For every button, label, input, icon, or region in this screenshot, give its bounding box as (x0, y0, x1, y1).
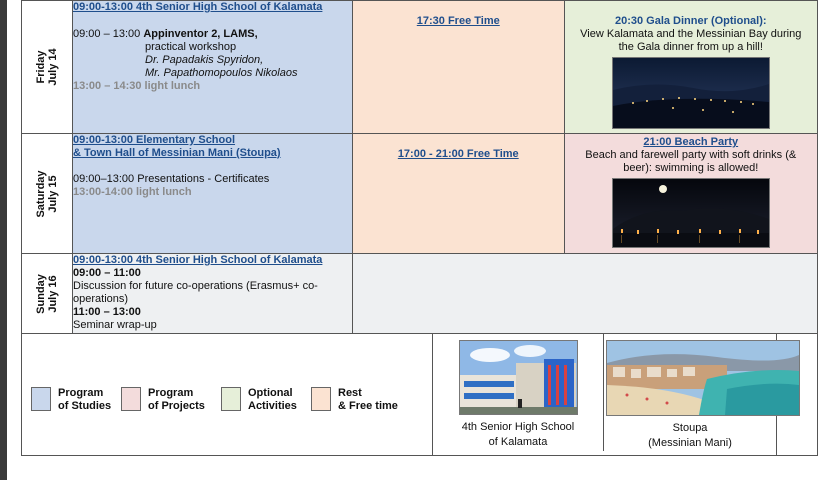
empty-cell-sunday (353, 254, 818, 334)
photo-caption: (Messinian Mani) (648, 437, 732, 449)
schedule-row-saturday (22, 134, 818, 254)
photo-caption: Stoupa (672, 422, 708, 434)
program-cell-saturday (73, 134, 353, 254)
day-name: Friday (35, 50, 47, 84)
program-location-link[interactable]: 09:00-13:00 4th Senior High School of Kalamata (73, 254, 323, 266)
legend-label-line: Rest (338, 387, 362, 399)
school-building-photo (459, 340, 578, 415)
legend-swatch (221, 387, 241, 411)
legend-label (338, 387, 398, 413)
program-cell-friday (73, 1, 353, 134)
day-cell-friday (22, 1, 73, 134)
evening-title: 20:30 Gala Dinner (Optional): (614, 15, 767, 27)
program-title: Appinventor 2, LAMS, (143, 28, 258, 40)
day-name: Sunday (35, 273, 47, 314)
program-subtitle: practical workshop (145, 41, 237, 53)
day-cell-sunday (22, 254, 73, 334)
window-left-edge (0, 0, 7, 480)
day-label (35, 170, 59, 217)
program-location-link[interactable]: 09:00-13:00 4th Senior High School of Kalamata (73, 1, 323, 13)
photo-caption: of Kalamata (488, 436, 548, 448)
legend-swatch (31, 387, 51, 411)
day-date: July 15 (47, 174, 59, 213)
evening-description: Beach and farewell party with soft drinks (& beer): swimming is allowed! (585, 149, 797, 174)
school-photo-block (433, 340, 603, 451)
day-cell-saturday (22, 134, 73, 254)
photo-caption: 4th Senior High School (461, 421, 575, 433)
free-time-link[interactable]: 17:00 - 21:00 Free Time (397, 148, 519, 160)
slot-description: Discussion for future co-operations (Erasmus+ co-operations) (73, 280, 318, 305)
day-date: July 14 (47, 48, 59, 86)
free-time-cell-friday (353, 1, 565, 134)
legend-label (248, 387, 297, 413)
day-date: July 16 (47, 274, 59, 313)
evening-description: View Kalamata and the Messinian Bay during the Gala dinner from up a hill! (580, 28, 802, 53)
legend-label-line: Optional (248, 387, 293, 399)
beach-party-night-photo (612, 178, 770, 248)
legend-label-line: Activities (248, 400, 297, 412)
program-main-line (73, 28, 352, 41)
program-main-line: 09:00–13:00 Presentations - Certificates (73, 173, 270, 185)
evening-title[interactable]: 21:00 Beach Party (643, 136, 739, 148)
program-lunch: 13:00 – 14:30 light lunch (73, 80, 201, 92)
schedule-row-friday (22, 1, 818, 134)
evening-cell-saturday (564, 134, 817, 254)
legend-label (58, 387, 111, 413)
free-time-cell-saturday (353, 134, 565, 254)
day-label (35, 48, 59, 85)
legend-label-line: & Free time (338, 400, 398, 412)
legend-label (148, 387, 205, 413)
legend-label-line: of Projects (148, 400, 205, 412)
program-cell-sunday (73, 254, 353, 334)
program-time: 09:00 – 13:00 (73, 28, 141, 40)
kalamata-night-photo (612, 57, 770, 129)
school-photo-cell (433, 334, 777, 456)
legend-swatch (311, 387, 331, 411)
slot-description: Seminar wrap-up (73, 319, 157, 331)
legend (22, 334, 432, 454)
program-speaker: Dr. Papadakis Spyridon, (145, 54, 264, 66)
legend-swatch (121, 387, 141, 411)
slot-time: 09:00 – 11:00 (73, 267, 141, 279)
schedule-row-sunday (22, 254, 818, 334)
evening-cell-friday (564, 1, 817, 134)
location-line: 09:00-13:00 Elementary School (73, 134, 236, 146)
legend-label-line: Program (58, 387, 104, 399)
day-name: Saturday (35, 169, 47, 218)
program-location-link[interactable] (73, 134, 352, 160)
location-line: & Town Hall of Messinian Mani (Stoupa) (73, 147, 281, 159)
program-lunch: 13:00-14:00 light lunch (73, 186, 192, 198)
free-time-link[interactable]: 17:30 Free Time (416, 15, 500, 27)
schedule-table (21, 0, 818, 456)
legend-label-line: Program (148, 387, 194, 399)
legend-label-line: of Studies (58, 400, 112, 412)
legend-row (22, 334, 818, 456)
day-label (35, 274, 59, 314)
stoupa-beach-photo (606, 340, 800, 416)
legend-cell (22, 334, 433, 456)
program-speaker: Mr. Papathomopoulos Nikolaos (145, 67, 298, 79)
stoupa-photo-block (603, 334, 776, 451)
slot-time: 11:00 – 13:00 (73, 306, 141, 318)
